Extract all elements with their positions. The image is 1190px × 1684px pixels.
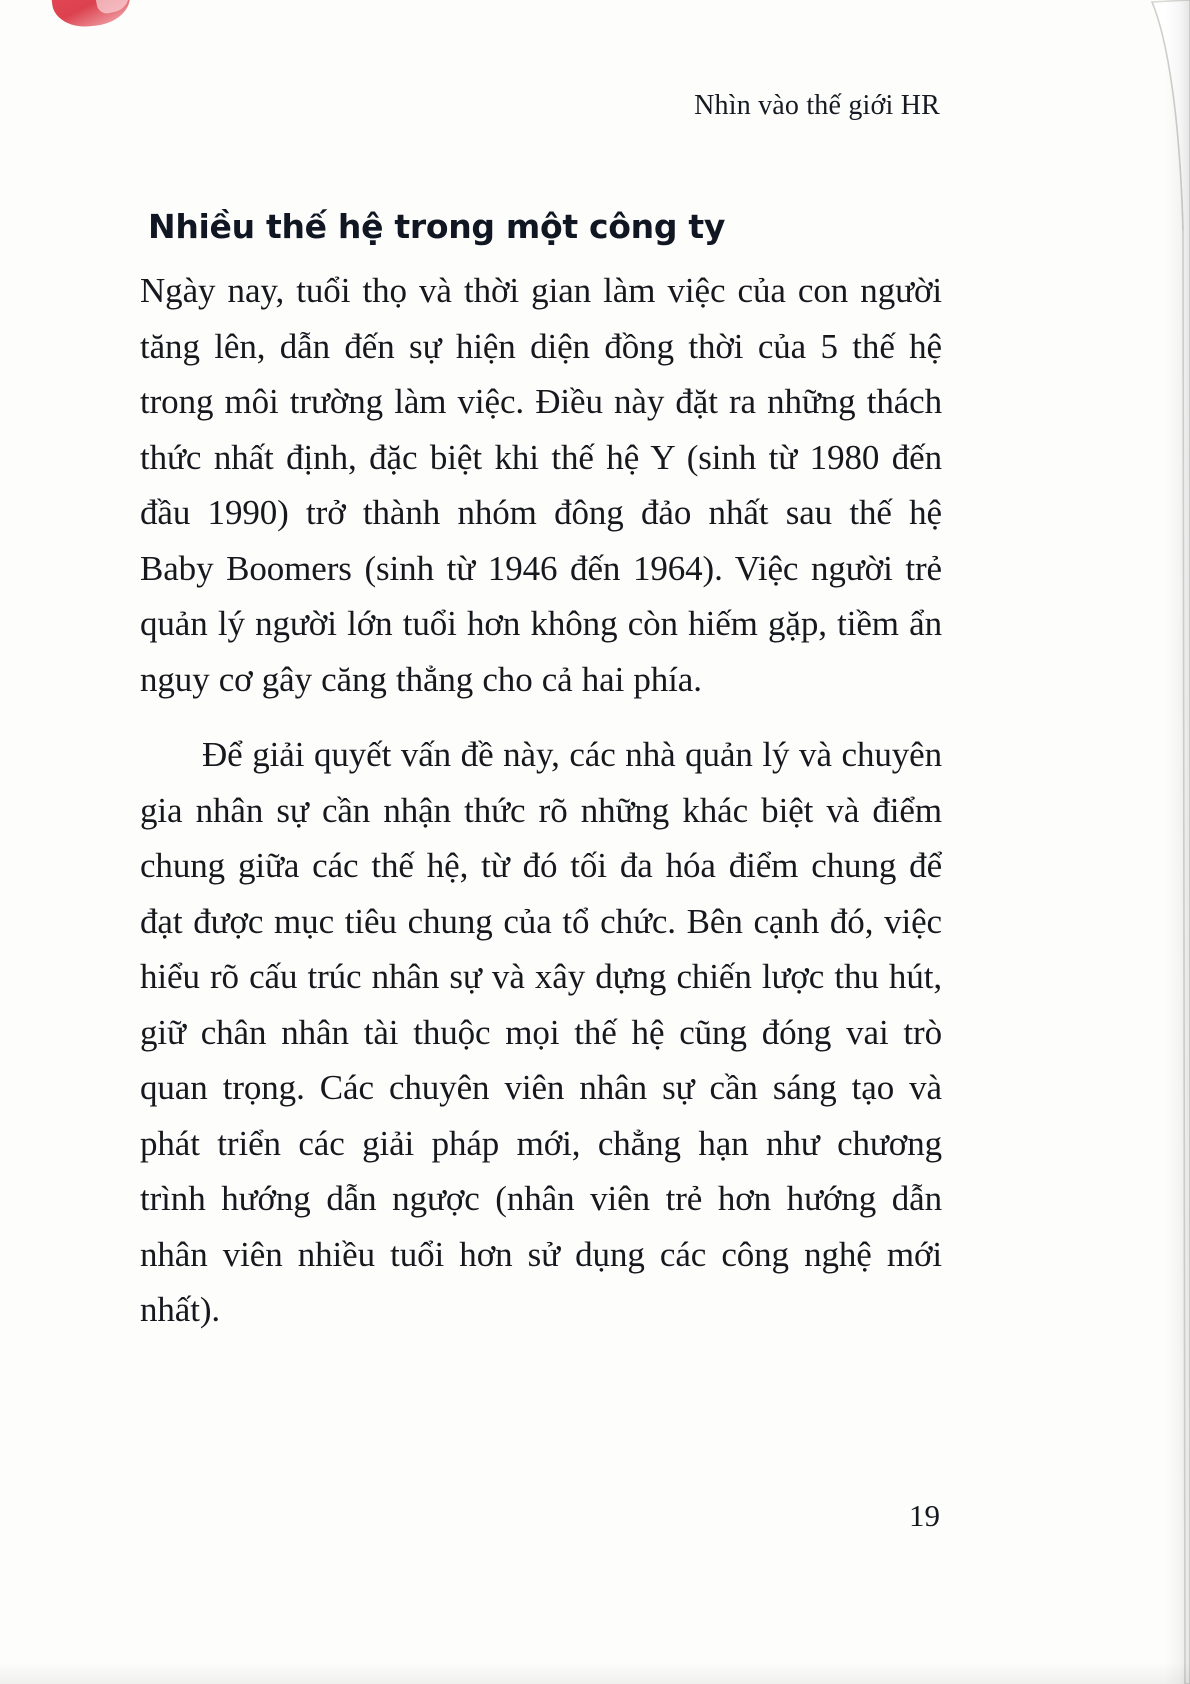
paragraph-1: Ngày nay, tuổi thọ và thời gian làm việc của con người tăng lên, dẫn đến sự hiện diện đồng thời của 5 thế hệ trong môi trường làm việc. Điều này đặt ra những thách thức nhất định, đặc biệt khi thế hệ Y (sinh từ 1980 đến đầu 1990) trở thành nhóm đông đảo nhất sau thế hệ Baby Boomers (sinh từ 1946 đến 1964). Việc người trẻ quản lý người lớn tuổi hơn không còn hiếm gặp, tiềm ẩn nguy cơ gây căng thẳng cho cả hai phía. bbox=[140, 271, 942, 699]
page-title: Nhiều thế hệ trong một công ty bbox=[148, 207, 726, 247]
body-text bbox=[140, 263, 942, 1338]
page-bottom-shadow bbox=[0, 1662, 1190, 1684]
running-head: Nhìn vào thế giới HR bbox=[694, 90, 940, 121]
paragraph-2: Để giải quyết vấn đề này, các nhà quản lý và chuyên gia nhân sự cần nhận thức rõ những khác biệt và điểm chung giữa các thế hệ, từ đó tối đa hóa điểm chung để đạt được mục tiêu chung của tổ chức. Bên cạnh đó, việc hiểu rõ cấu trúc nhân sự và xây dựng chiến lược thu hút, giữ chân nhân tài thuộc mọi thế hệ cũng đóng vai trò quan trọng. Các chuyên viên nhân sự cần sáng tạo và phát triển các giải pháp mới, chẳng hạn như chương trình hướng dẫn ngược (nhân viên trẻ hơn hướng dẫn nhân viên nhiều tuổi hơn sử dụng các công nghệ mới nhất). bbox=[140, 735, 942, 1329]
page-edge-curve bbox=[1040, 0, 1190, 1684]
page-number: 19 bbox=[909, 1498, 940, 1533]
page-right-shadow bbox=[1164, 0, 1190, 1684]
